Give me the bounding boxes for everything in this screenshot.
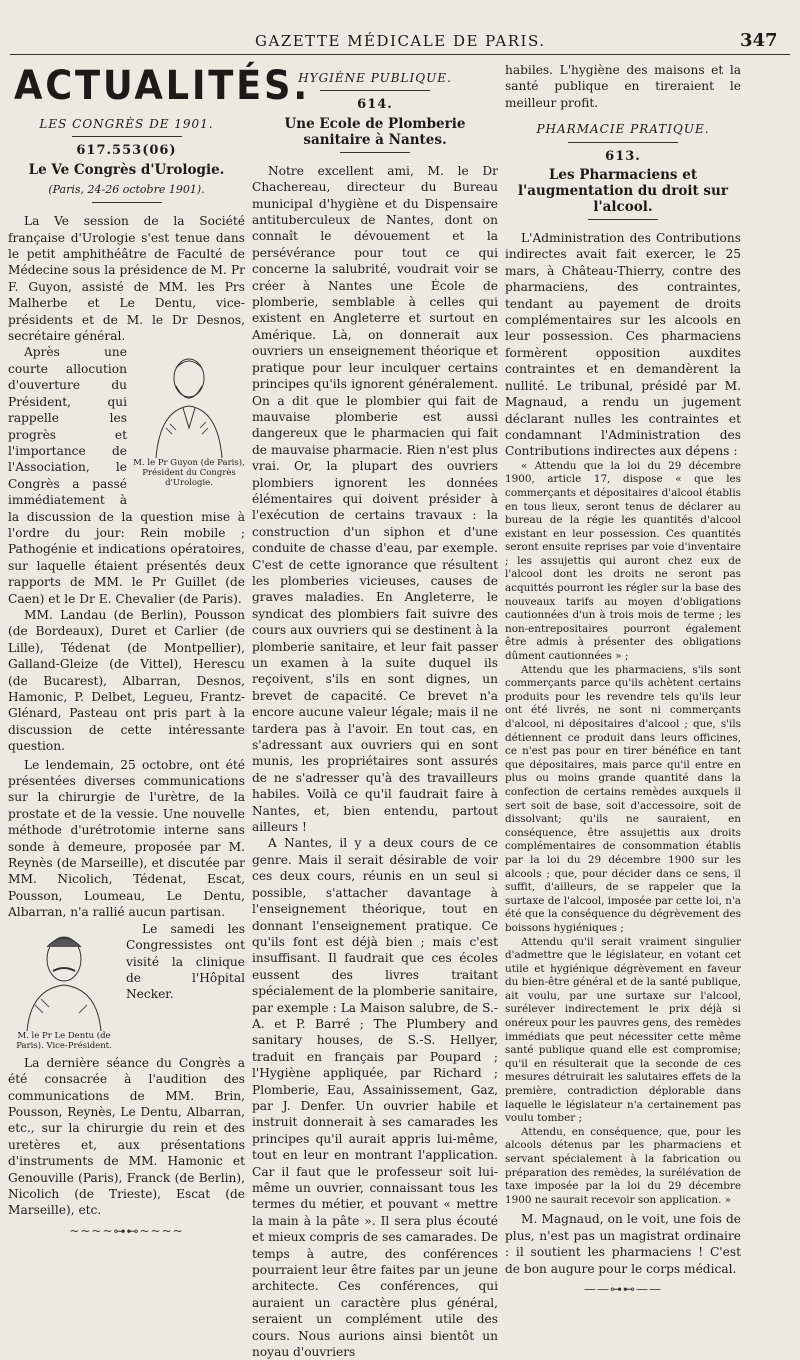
column-3 — [505, 62, 741, 1297]
classification-number: 613. — [605, 148, 641, 164]
paragraph: La Ve session de la Société française d'Urologie s'est tenue dans le petit amphithéâtre de Faculté de Médecine sous la présidence de M. Pr F. Guyon, assisté de MM. les Prs Malherbe et Le Dentu, vice-présidents et de M. le Dr Desnos, secrétaire général. — [8, 214, 245, 344]
article-title: Le Ve Congrès d'Urologie. — [28, 161, 225, 178]
column-1 — [8, 62, 311, 1239]
divider — [340, 152, 410, 153]
quoted-paragraph: « Attendu que la loi du 29 décembre 1900, article 17, dispose « que les commerçants et dépositaires d'alcool établis en tous lieux, seront tenus de déclarer au bureau de la régie les quantités d'alcool existant en leur possession. Ces quantités seront ensuite reprises par voie d'inventaire ; les assujettis qui auront chez eux de l'alcool dont les droits ne seront pas acquittés pourront les régler sur la base des nouveaux tarifs au moyen d'obligations cautionnées d'un à trois mois de terme ; les non-entrepositaires pourront également être admis à présenter des obligations dûment cautionnées » ; — [505, 459, 741, 663]
masthead: ACTUALITÉS. — [14, 63, 311, 109]
article-subtitle: (Paris, 24-26 octobre 1901). — [48, 182, 205, 196]
portrait-le-dentu — [8, 925, 120, 1051]
paragraph: La dernière séance du Congrès a été consacrée à l'audition des communications de MM. Brin, Pousson, Reynès, Le Dentu, Albarran, etc., sur la chirurgie du rein et des uretères et, aux présentations d'instruments de MM. Hamonic et Genouville (Paris), Franck (de Berlin), Nicolich (de Trieste), Escat (de Marseille), etc. — [8, 1055, 245, 1218]
paragraph: Notre excellent ami, M. le Dr Chachereau, directeur du Bureau municipal d'hygiène et du Dispensaire antituberculeux de Nantes, dont on connaît le dévouement et la persévérance pour tout ce qui concerne la salubrité, voudrait voir se créer à Nantes une École de plomberie, semblable à celles qui existent en Angleterre et surtout en Amérique. Là, on donnerait aux ouvriers un enseignement théorique et pratique pour leur inculquer certains principes qu'ils ignorent généralement. On a dit que le plombier qui fait de mauvaise plomberie est aussi dangereux que le pharmacien qui fait de mauvaise pharmacie. Rien n'est plus vrai. Or, la plupart des ouvriers plombiers ignorent les données élémentaires qui doivent présider à l'exécution de certains travaux : la construction d'un siphon et d'une conduite de chasse d'eau, par exemple. C'est de cette ignorance que résultent les plomberies vicieuses, causes de graves maladies. En Angleterre, le syndicat des plombiers fait suivre des cours aux ouvriers qui se destinent à la plomberie sanitaire, et leur fait passer un examen à la suite duquel ils reçoivent, s'ils en sont dignes, un brevet de capacité. Ce brevet n'a encore aucune valeur légale; mais il ne tardera pas à l'avoir. En tout cas, en s'adressant aux ouvriers qui en sont munis, les propriétaires sont assurés de ne s'adresser qu'à des travailleurs habiles. Voilà ce qu'il faudrait faire à Nantes, et, bien entendu, partout ailleurs ! — [252, 163, 498, 835]
portrait-guyon — [133, 348, 245, 488]
page-header — [0, 30, 800, 56]
portrait-caption: M. le Pr Guyon (de Paris), Président du Congrès d'Urologie. — [133, 458, 245, 489]
fleuron-ornament-icon: ——⊶⊷—— — [584, 1282, 662, 1296]
section-rule — [320, 90, 430, 91]
column-2 — [252, 62, 498, 1360]
portrait-caption: M. le Pr Le Dentu (de Paris). Vice-Président. — [16, 1030, 112, 1051]
quoted-paragraph: Attendu qu'il serait vraiment singulier d'admettre que le législateur, en votant cet utile et hygiénique dégrèvement en faveur du bien-être général et de la santé publique, ait voulu, par une surtaxe sur l'alcool, surélever indirectement le prix déjà si onéreux pour les pauvres gens, des remèdes immédiats que peut nécessiter cette même santé publique quand elle est compromise; qu'il en résulterait que la seconde de ces mesures détruirait les salutaires effets de la première, contradiction déplorable dans laquelle le législateur n'a certainement pas voulu tomber ; — [505, 935, 741, 1125]
classification-number: 617.553(06) — [76, 143, 177, 159]
divider — [588, 219, 658, 220]
quoted-paragraph: Attendu que les pharmaciens, s'ils sont commerçants parce qu'ils achètent certains produits pour les revendre tels qu'ils leur ont été livrés, ne sont ni commerçants d'alcool, ni dépositaires d'alcool ; que, s'ils détiennent ce produit dans leurs officines, ce n'est pas pour en tirer bénéfice en tant que dépositaires, mais parce qu'il entre en plus ou moins grande quantité dans la confection de certains remèdes auxquels il sert soit de base, soit d'accessoire, soit de dissolvant; qu'ils ne sauraient, en conséquence, être assujettis aux droits complémentaires de consommation établis par la loi du 29 décembre 1900 sur les alcools ; que, pour décider dans ce sens, il suffit, d'ailleurs, de se rappeler que la surtaxe de l'alcool, imposée par cette loi, n'a été que la conséquence du dégrèvement des boissons hygiéniques ; — [505, 663, 741, 934]
bearded-man-portrait-icon — [146, 348, 232, 458]
article-title: Une Ecole de Plomberie sanitaire à Nantes. — [284, 115, 466, 148]
paragraph: L'Administration des Contributions indirectes avait fait exercer, le 25 mars, à Château-Thierry, contre des pharmaciens, des contraintes, tendant au payement de droits complémentaires sur les alcools en leur possession. Ces pharmaciens formèrent opposition auxdites contraintes et en demandèrent la nullité. Le tribunal, présidé par M. Magnaud, a rendu un jugement déclarant nulles les contraintes et condamnant l'Administration des Contributions indirectes aux dépens : — [505, 231, 741, 459]
paragraph: Le lendemain, 25 octobre, ont été présentées diverses communications sur la chirurgie de l'urètre, de la prostate et de la vessie. Une nouvelle méthode d'urétrotomie interne sans sonde à demeure, proposée par M. Reynès (de Marseille), et discutée par MM. Nicolich, Tédenat, Escat, Pousson, Loumeau, Le Dentu, Albarran, n'a rallié aucun partisan. — [8, 757, 245, 920]
section-heading: LES CONGRÈS DE 1901. — [39, 117, 214, 131]
article-title: Les Pharmaciens et l'augmentation du droit sur l'alcool. — [518, 167, 728, 216]
quoted-paragraph: Attendu, en conséquence, que, pour les alcools détenus par les pharmaciens et servant spécialement à la fabrication ou préparation des remèdes, la surélévation de taxe imposée par la loi du 29 décembre 1900 ne saurait recevoir son application. » — [505, 1125, 741, 1206]
section-rule — [72, 136, 182, 137]
page-number: 347 — [740, 30, 778, 51]
section-rule — [568, 142, 678, 143]
paragraph: M. Magnaud, on le voit, une fois de plus, n'est pas un magistrat ordinaire : il soutient les pharmaciens ! C'est de bon augure pour le corps médical. — [505, 1212, 741, 1276]
paragraph: habiles. L'hygiène des maisons et la santé publique en tireraient le meilleur profit. — [505, 63, 741, 110]
section-heading: HYGIÈNE PUBLIQUE. — [298, 71, 452, 85]
paragraph: A Nantes, il y a deux cours de ce genre. Mais il serait désirable de voir ces deux cours, réunis en un seul si possible, s'attacher davantage à l'enseignement théorique, tout en donnant l'enseignement pratique. Ce qu'ils font est déjà bien ; mais c'est insuffisant. Il faudrait que ces écoles eussent des livres traitant spécialement de la plomberie sanitaire, par exemple : La Maison salubre, de S.-A. et P. Barré ; The Plumbery and sanitary houses, de S.-S. Hellyer, traduit en français par Poupard ; l'Hygiène appliquée, par Richard ; Plomberie, Eau, Assainissement, Gaz, par J. Denfer. Un ouvrier habile et instruit donnerait à ses camarades les principes qu'il aurait appris lui-même, tout en leur en montrant l'application. Car il faut que le professeur soit lui-même un ouvrier, connaissant tous les termes du métier, et pouvant « mettre la main à la pâte ». Il sera plus écouté et mieux compris de ses camarades. De temps à autre, des conférences pourraient leur être faites par un jeune architecte. Ces conférences, qui auraient un caractère plus général, seraient un complément utile des cours. Nous aurions ainsi bientôt un noyau d'ouvriers — [252, 836, 498, 1360]
classification-number: 614. — [357, 97, 393, 113]
paragraph: MM. Landau (de Berlin), Pousson (de Bordeaux), Duret et Carlier (de Lille), Tédenat (de Montpellier), Galland-Gleize (de Vittel), Herescu (de Bucarest), Albarran, Desnos, Hamonic, P. Delbet, Legueu, Frantz-Glénard, Pasteau ont pris part à la discussion de cette intéressante question. — [8, 607, 245, 754]
fleuron-ornament-icon: ~~~~⊶⊷~~~~ — [69, 1223, 184, 1238]
paragraph: Après une courte allocution d'ouverture du Président, qui rappelle les progrès et l'importance de l'Association, le Congrès a passé immédiatement à la discussion de la question mise à l'ordre du jour: Rein mobile ; Pathogénie et indications opératoires, sur laquelle étaient présentés deux rapports de MM. le Pr Guillet (de Caen) et le Dr E. Chevalier (de Paris). — [8, 345, 245, 606]
divider — [92, 202, 162, 203]
journal-title: GAZETTE MÉDICALE DE PARIS. — [255, 32, 546, 50]
paragraph: Le samedi les Congressistes ont visité la clinique de l'Hôpital Necker. — [126, 921, 245, 1002]
header-rule — [10, 54, 790, 55]
section-heading: PHARMACIE PRATIQUE. — [536, 122, 710, 137]
mustached-man-portrait-icon — [21, 925, 107, 1031]
